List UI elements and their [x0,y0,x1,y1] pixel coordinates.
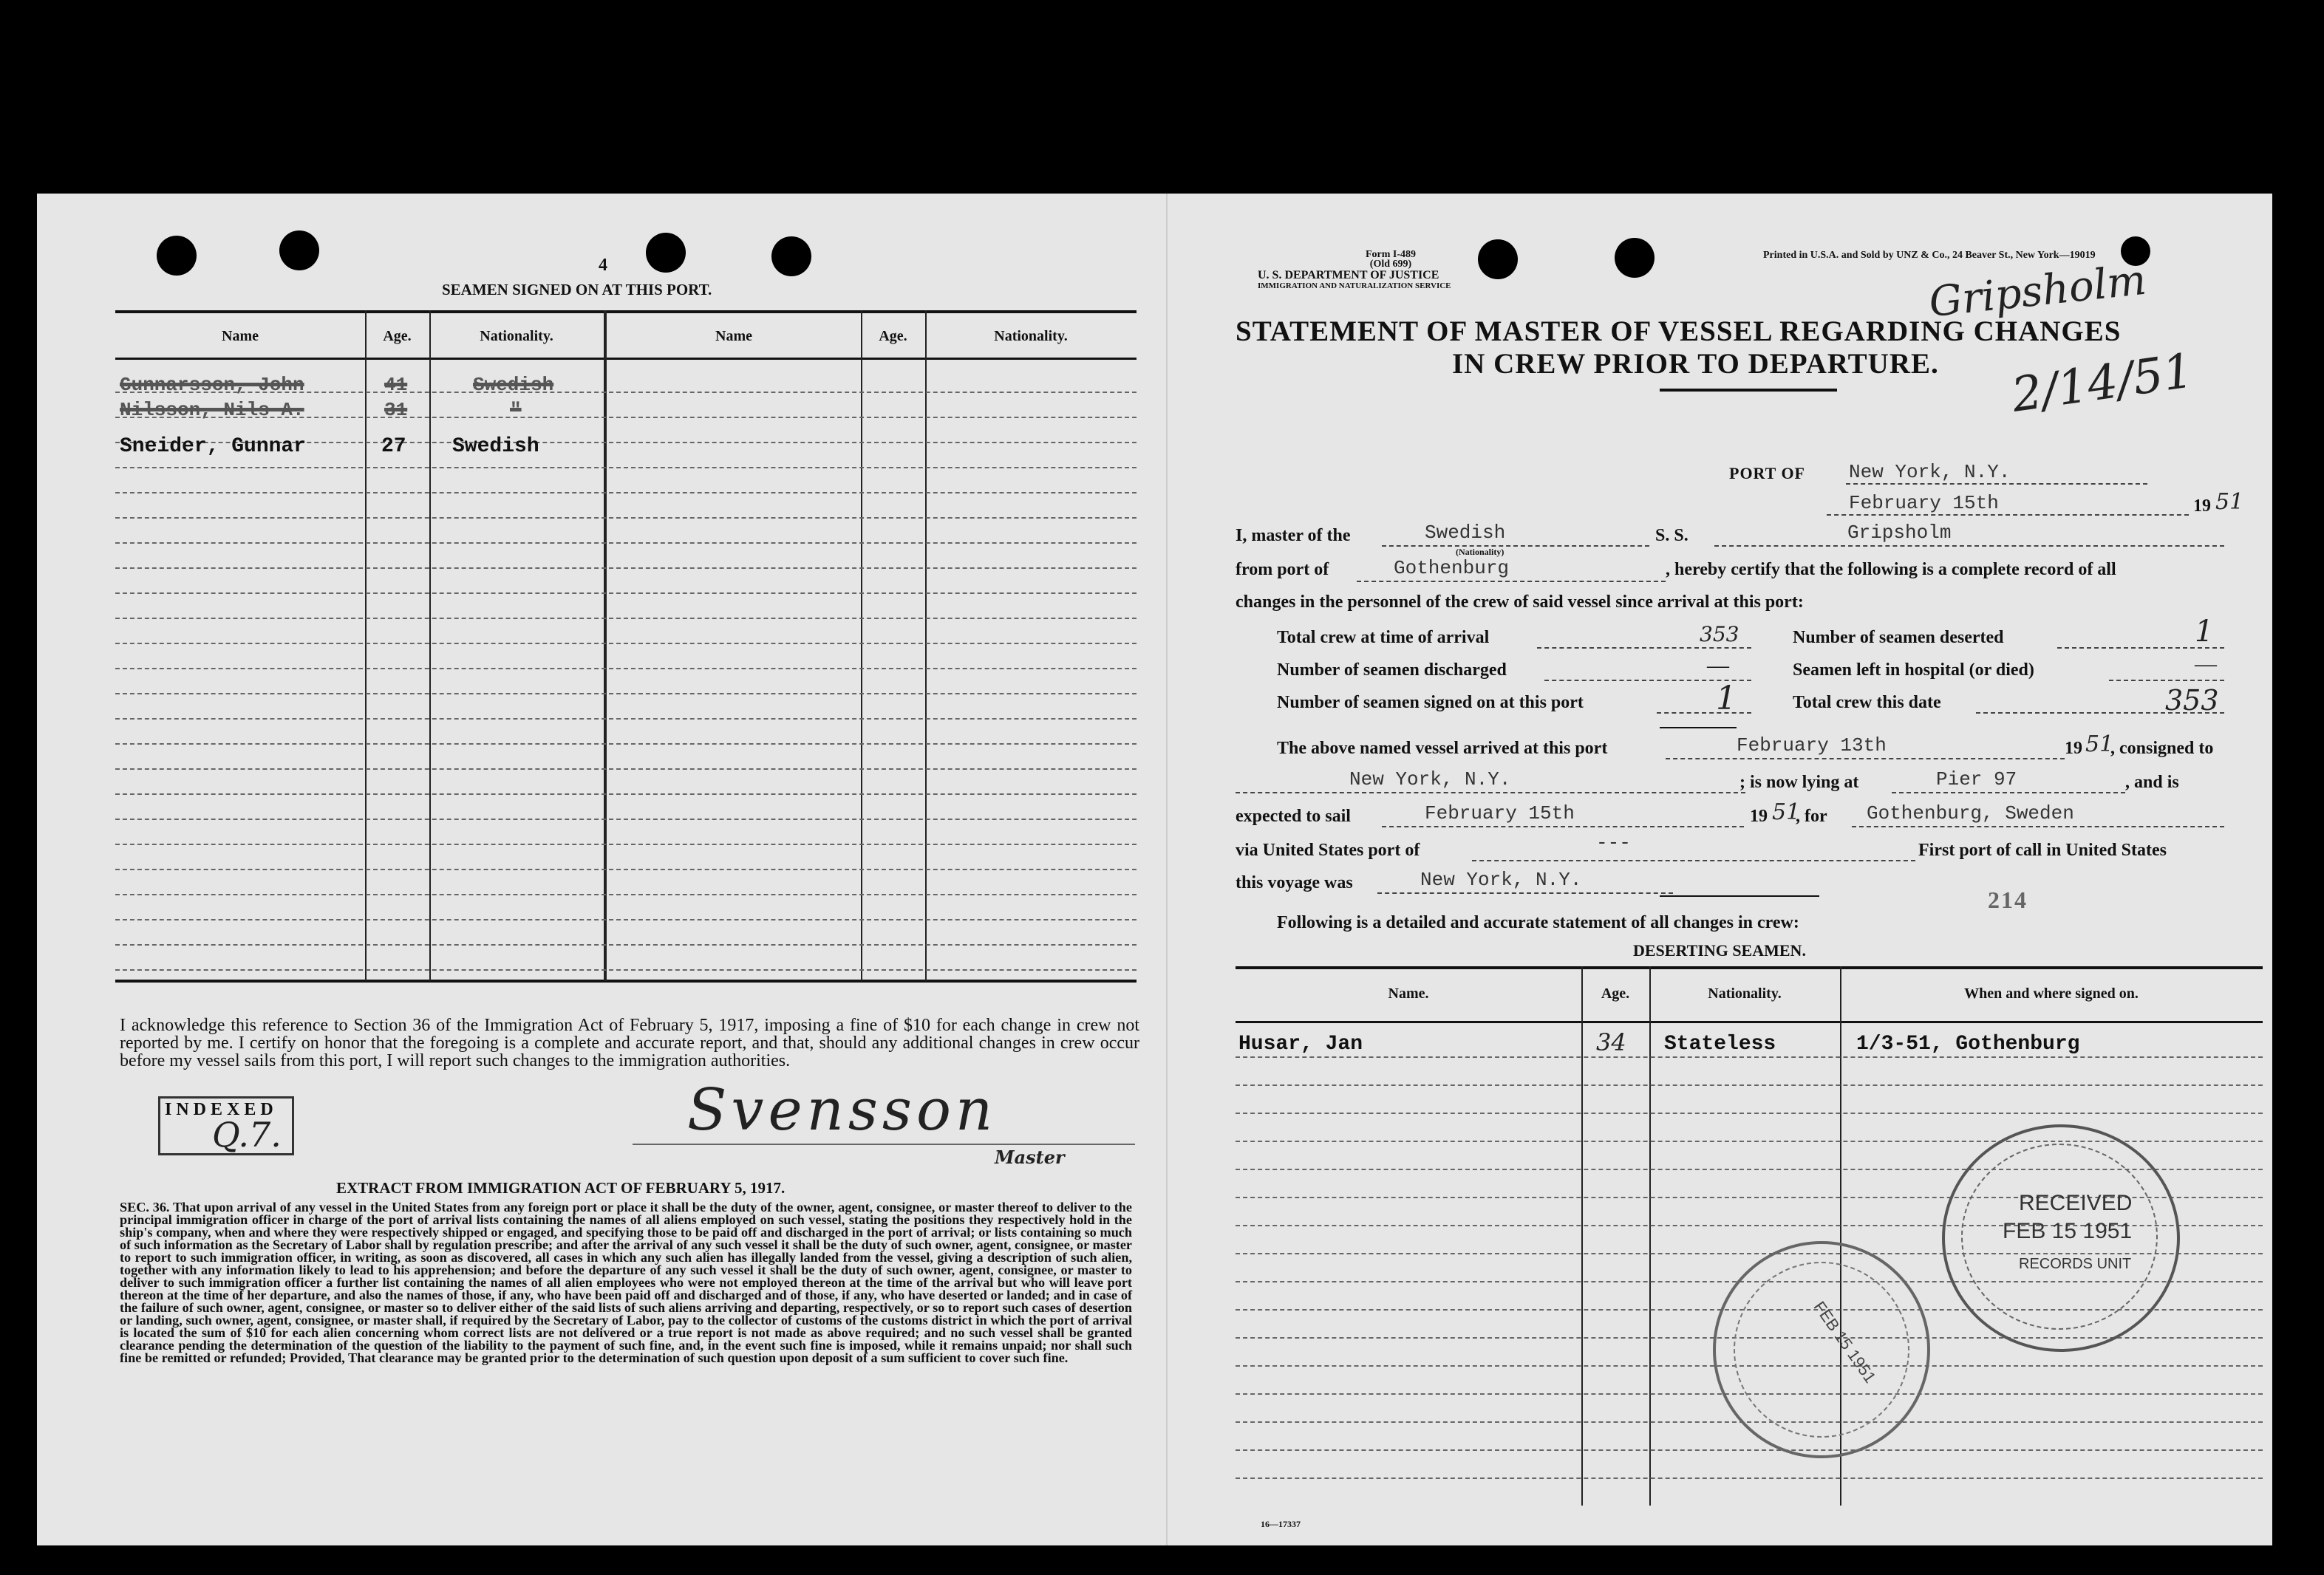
column-divider [429,310,431,981]
second-stamp [1713,1241,1930,1458]
table-rule-line [1236,1449,2263,1451]
table-rule-line [115,944,1137,946]
table-header-rule [115,358,1137,360]
total-crew-arrival-value: 353 [1700,622,1739,646]
expected-line [1382,826,1744,827]
this-voyage-value: New York, N.Y. [1420,869,1582,891]
stat-line [1657,712,1751,714]
table-rule-line [115,869,1137,870]
second-stamp-ring [1734,1262,1909,1438]
section-title: SEAMEN SIGNED ON AT THIS PORT. [442,281,712,298]
column-divider [861,310,862,981]
table-rule-line [115,542,1137,544]
received-stamp-title: RECEIVED [2019,1191,2133,1215]
arrived-label: The above named vessel arrived at this port [1277,739,1608,758]
seaman-age: 31 [384,399,408,421]
stamped-number: 214 [1988,886,2028,913]
deserter-signed-on: 1/3-51, Gothenburg [1856,1033,2080,1056]
for-line [1852,826,2224,827]
hospital-label: Seamen left in hospital (or died) [1793,660,2034,680]
date-line [1827,514,2189,516]
port-label: PORT OF [1729,464,1805,482]
column-divider [604,310,607,981]
arrived-year: 51 [2085,731,2114,757]
consigned-line [1236,792,1745,793]
department-name: U. S. DEPARTMENT OF JUSTICE [1258,269,1439,281]
table-rule-line [115,718,1137,720]
extract-title: EXTRACT FROM IMMIGRATION ACT OF FEBRUARY 5, 1917. [336,1179,786,1197]
discharged-value: — [1707,653,1729,677]
lying-value: Pier 97 [1936,768,2017,790]
master-of-label: I, master of the [1236,526,1351,545]
consigned-value: New York, N.Y. [1349,768,1511,790]
table-rule-line [115,819,1137,820]
via-line [1472,860,1915,861]
document-paper [37,194,2272,1545]
received-stamp [1942,1124,2180,1352]
second-stamp-date: FEB 15 1951 [1810,1297,1880,1387]
table-rule-line [115,668,1137,669]
table-bottom-rule [115,980,1137,983]
table-rule-line [115,592,1137,594]
service-name: IMMIGRATION AND NATURALIZATION SERVICE [1258,281,1451,290]
form-title-line1: STATEMENT OF MASTER OF VESSEL REGARDING CHANGES [1236,315,2122,347]
voyage-rule [1660,895,1819,897]
received-stamp-date: FEB 15 1951 [2003,1219,2133,1243]
first-port-label: First port of call in United States [1918,841,2167,860]
nationality-caption: (Nationality) [1456,547,1505,557]
from-port-label: from port of [1236,560,1329,579]
from-port-line [1357,581,1666,582]
table-rule-line [115,844,1137,845]
column-header-name: Name [222,328,259,344]
printer-note: Printed in U.S.A. and Sold by UNZ & Co., 24 Beaver St., New York—19019 [1763,250,2096,261]
deserting-title: DESERTING SEAMEN. [1633,941,1806,960]
hospital-value: — [2195,652,2217,676]
master-signature: Svensson [687,1077,998,1144]
punch-hole [646,233,686,273]
year-prefix: 19 [2193,496,2211,516]
form-title-line2: IN CREW PRIOR TO DEPARTURE. [1452,348,1939,380]
column-header-age: Age. [1601,985,1630,1002]
seaman-age: 41 [384,374,408,396]
consigned-label: , consigned to [2110,739,2214,758]
table-rule-line [115,618,1137,619]
deserter-age: 34 [1596,1028,1626,1056]
this-voyage-label: this voyage was [1236,873,1353,892]
total-crew-date-value: 353 [2165,684,2219,717]
ship-line [1714,545,2224,547]
seaman-nationality: Swedish [452,435,539,458]
port-line [1846,483,2147,485]
deserted-value: 1 [2195,615,2214,649]
ship-value: Gripsholm [1847,522,1952,544]
expected-year-prefix: 19 [1750,807,1768,826]
column-header-age: Age. [879,328,907,344]
arrived-year-prefix: 19 [2065,739,2082,758]
arrived-line [1666,758,2065,759]
indexed-stamp-text: INDEXED [165,1100,278,1119]
lying-label: ; is now lying at [1739,773,1859,792]
table-top-rule [115,310,1137,313]
column-header-signed-on: When and where signed on. [1964,985,2139,1002]
indexed-mark: Q.7. [212,1115,282,1155]
table-rule-line [115,467,1137,468]
via-value: --- [1596,832,1631,854]
extract-text: SEC. 36. That upon arrival of any vessel in the United States from any foreign port or place it shall be the duty of the owner, agent, consignee, or master thereof to deliver to the principal immigration officer in charge of the port of arrival lists containing the names of all aliens employed on such vessel, stating the positions they respectively hold in the ship's company, when and where they were respectively shipped or engaged, and specifying those to be paid off and discharged in the port of arrival; or lists containing so much of such information as the Secretary of Labor shall by regulation prescribe; and after the arrival of any such vessel it shall be the duty of such owner, agent, consignee, or master to report to such immigration officer, in writing, as soon as discovered, all cases in which any such alien has illegally landed from the vessel, giving a description of such alien, together with any information likely to lead to his apprehension; and before the departure of any such vessel it shall be the duty of such owner, agent, consignee, or master to deliver to such immigration officer a further list containing the names of all alien employees who were not employed thereon at the time of the arrival but who will leave port thereon at the time of her departure, and also the names of those, if any, who have been paid off and discharged and of those, if any, who have deserted or landed; and in case of the failure of such owner, agent, consignee, or master so to deliver either of the said lists of such aliens arriving and departing, respectively, or so to report such cases of desertion or landing, such owner, agent, consignee, or master shall, if required by the Secretary of Labor, pay to the collector of customs of the customs district in which the port of arrival is located the sum of $10 for each alien concerning whom correct lists are not delivered or a true report is not made as above required; and no such vessel shall be granted clearance pending the determination of the question of the liability to the payment of such fine, and, in the event such fine is imposed, while it remains unpaid; nor shall such fine be remitted or refunded; Provided, That clearance may be granted prior to the determination of such question upon deposit of a sum sufficient to cover such fine. [120,1200,1132,1365]
table-rule-line [115,919,1137,920]
signature-line [633,1144,1135,1145]
table-rule-line [115,743,1137,745]
expected-label: expected to sail [1236,807,1351,826]
punch-hole [771,236,811,276]
table-rule-line [1236,1113,2263,1114]
column-header-name: Name. [1388,985,1429,1002]
port-value: New York, N.Y. [1849,461,2011,483]
table-rule-line [115,492,1137,493]
year-value: 51 [2215,489,2244,515]
footer-code: 16—17337 [1261,1519,1301,1529]
signed-on-label: Number of seamen signed on at this port [1277,693,1584,712]
deserting-table-header-rule [1236,1021,2263,1023]
table-rule-line [115,693,1137,694]
for-label: , for [1796,807,1827,826]
stat-line [1537,647,1751,649]
master-label: Master [995,1147,1065,1168]
column-header-name: Name [715,328,752,344]
total-crew-date-label: Total crew this date [1793,693,1941,712]
received-stamp-unit: RECORDS UNIT [2019,1256,2132,1272]
nationality-line [1382,545,1649,547]
lying-line [1892,792,2125,793]
stat-line [2109,680,2224,681]
from-port-value: Gothenburg [1394,557,1510,579]
seaman-age: 27 [381,435,406,458]
column-divider [1581,966,1583,1506]
table-rule-line [1236,1477,2263,1479]
column-header-nationality: Nationality. [480,328,553,344]
table-rule-line [115,793,1137,795]
column-header-nationality: Nationality. [1708,985,1782,1002]
table-rule-line [115,969,1137,971]
this-voyage-line [1377,892,1673,894]
page-fold [1166,194,1168,1545]
nationality-value: Swedish [1425,522,1506,544]
deserted-label: Number of seamen deserted [1793,628,2004,647]
and-is-label: , and is [2125,773,2179,792]
table-rule-line [115,643,1137,644]
punch-hole [1478,239,1518,279]
form-number-block [1339,250,1442,269]
title-underline [1660,389,1837,392]
seaman-nationality: " [510,399,522,421]
certify-text: , hereby certify that the following is a complete record of all [1666,560,2116,579]
seaman-name: Sneider, Gunnar [120,435,307,458]
expected-year: 51 [1772,799,1801,825]
following-text: Following is a detailed and accurate statement of all changes in crew: [1277,913,1799,932]
via-label: via United States port of [1236,841,1420,860]
indexed-stamp [158,1096,294,1155]
table-rule-line [115,517,1137,519]
signed-on-value: 1 [1716,680,1737,717]
deserter-nationality: Stateless [1664,1033,1776,1056]
handwritten-ship: Gripsholm [1926,256,2149,327]
deserting-table-top-rule [1236,966,2263,969]
seaman-name: Nilsson, Nils A. [120,399,304,421]
total-crew-arrival-label: Total crew at time of arrival [1277,628,1490,647]
date-value: February 15th [1849,492,1999,514]
column-header-nationality: Nationality. [994,328,1068,344]
deserter-name: Husar, Jan [1238,1033,1363,1056]
ss-label: S. S. [1655,526,1689,545]
form-old-number: (Old 699) [1369,259,1412,270]
seaman-name: Gunnarsson, John [120,374,304,396]
column-divider [365,310,367,981]
arrived-value: February 13th [1737,734,1887,756]
changes-text: changes in the personnel of the crew of said vessel since arrival at this port: [1236,592,1804,612]
punch-hole [157,236,197,276]
acknowledgement-text: I acknowledge this reference to Section 36 of the Immigration Act of February 5, 1917, imposing a fine of $10 for each change in crew not reported by me. I certify on honor that the foregoing is a complete and accurate report, and that, should any additional changes in crew occur before my vessel sails from this port, I will report such changes to the immigration authorities. [120,1016,1139,1070]
column-divider [925,310,927,981]
punch-hole [1615,238,1655,278]
table-rule-line [1236,1084,2263,1086]
column-header-age: Age. [383,328,412,344]
handwritten-date: 2/14/51 [2008,344,2197,423]
table-rule-line [115,768,1137,770]
form-number: Form I-489 [1365,249,1417,260]
department-block [1258,270,1451,291]
table-rule-line [1236,1056,2263,1058]
seaman-nationality: Swedish [473,374,554,396]
sum-rule [1660,727,1737,728]
page-number: 4 [599,256,607,275]
discharged-label: Number of seamen discharged [1277,660,1507,680]
for-value: Gothenburg, Sweden [1867,802,2074,824]
table-rule-line [115,567,1137,569]
expected-value: February 15th [1425,802,1575,824]
column-divider [1649,966,1651,1506]
punch-hole [279,230,319,270]
table-rule-line [115,894,1137,895]
